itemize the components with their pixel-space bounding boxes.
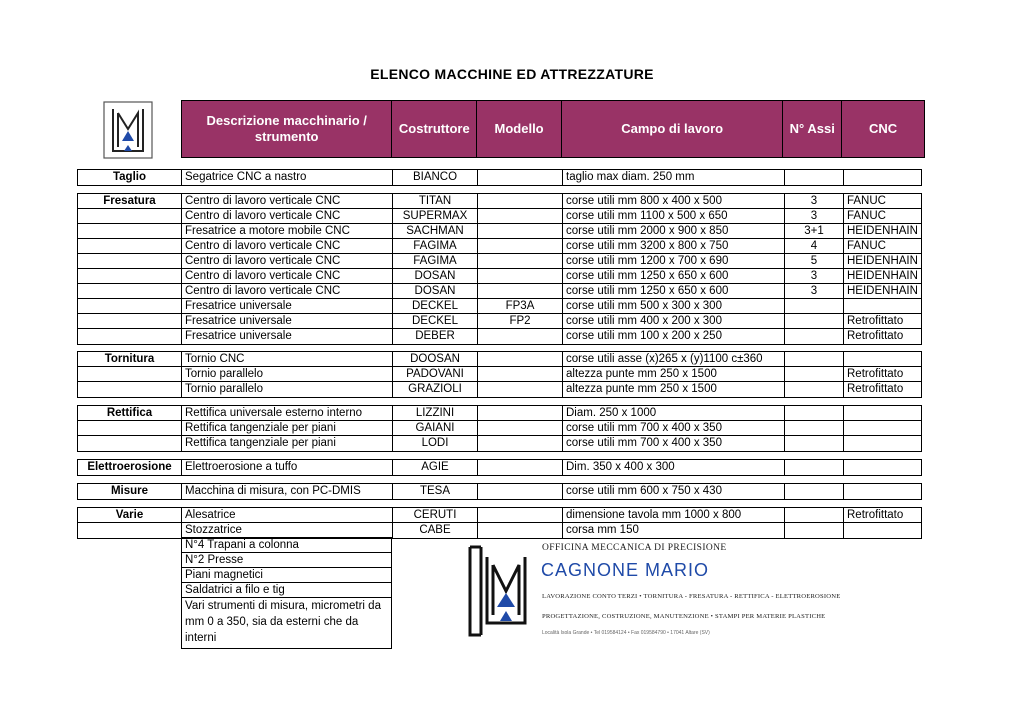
- description-cell: Centro di lavoro verticale CNC: [182, 239, 393, 253]
- model-cell: [478, 367, 563, 381]
- cnc-cell: Retrofittato: [847, 330, 904, 342]
- model-cell: [478, 254, 563, 268]
- description-cell: Tornio CNC: [182, 352, 393, 366]
- axes-cell: 4: [785, 239, 844, 253]
- category-cell: [78, 224, 182, 238]
- header-assi: N° Assi: [783, 101, 842, 157]
- model-cell: [478, 508, 563, 522]
- cnc-cell: HEIDENHAIN: [847, 225, 918, 237]
- header-campo: Campo di lavoro: [562, 101, 783, 157]
- manufacturer-cell: DOOSAN: [393, 352, 478, 366]
- description-cell: Centro di lavoro verticale CNC: [182, 194, 393, 208]
- work-range-cell: corse utili asse (x)265 x (y)1100 c±360: [563, 352, 785, 366]
- section-misure: [77, 483, 922, 500]
- table-row: [78, 436, 921, 451]
- cnc-cell: Retrofittato: [847, 368, 904, 380]
- work-range-cell: corse utili mm 1250 x 650 x 600: [563, 284, 785, 298]
- work-range-cell: corse utili mm 800 x 400 x 500: [563, 194, 785, 208]
- work-range-cell: corse utili mm 1250 x 650 x 600: [563, 269, 785, 283]
- table-row: [78, 224, 921, 239]
- work-range-cell: corse utili mm 700 x 400 x 350: [563, 421, 785, 435]
- list-item: Vari strumenti di misura, micrometri da mm 0 a 350, sia da esterni che da interni: [185, 600, 381, 644]
- axes-cell: [785, 421, 844, 435]
- axes-cell: [785, 484, 844, 499]
- table-row: [78, 352, 921, 367]
- work-range-cell: corse utili mm 2000 x 900 x 850: [563, 224, 785, 238]
- section-fresatura: [77, 193, 922, 345]
- table-row: [78, 170, 921, 185]
- manufacturer-cell: DEBER: [393, 329, 478, 344]
- table-row: [78, 382, 921, 397]
- company-brand: [467, 541, 867, 641]
- work-range-cell: altezza punte mm 250 x 1500: [563, 367, 785, 381]
- header-cnc: CNC: [869, 121, 898, 136]
- axes-cell: 3: [785, 269, 844, 283]
- model-cell: [478, 523, 563, 538]
- model-cell: [478, 269, 563, 283]
- company-services-2: PROGETTAZIONE, COSTRUZIONE, MANUTENZIONE • STAMPI PER MATERIE PLASTICHE: [542, 613, 826, 620]
- table-row: [78, 523, 921, 538]
- model-cell: [478, 170, 563, 185]
- company-logo-small: [103, 101, 153, 159]
- description-cell: Fresatrice universale: [182, 329, 393, 344]
- work-range-cell: corse utili mm 400 x 200 x 300: [563, 314, 785, 328]
- table-row: [78, 460, 921, 475]
- manufacturer-cell: SUPERMAX: [393, 209, 478, 223]
- company-tagline: OFFICINA MECCANICA DI PRECISIONE: [542, 543, 727, 553]
- category-cell: Misure: [78, 484, 182, 499]
- description-cell: Rettifica tangenziale per piani: [182, 436, 393, 451]
- category-cell: Fresatura: [78, 194, 182, 208]
- table-row: [78, 484, 921, 499]
- table-row: [78, 314, 921, 329]
- table-row: [78, 254, 921, 269]
- model-cell: [478, 406, 563, 420]
- section-taglio: [77, 169, 922, 186]
- description-cell: Alesatrice: [182, 508, 393, 522]
- section-varie: [77, 507, 922, 539]
- manufacturer-cell: BIANCO: [393, 170, 478, 185]
- category-cell: Taglio: [78, 170, 182, 185]
- description-cell: Tornio parallelo: [182, 382, 393, 397]
- axes-cell: 3: [785, 284, 844, 298]
- table-row: [78, 284, 921, 299]
- category-cell: Tornitura: [78, 352, 182, 366]
- company-services: LAVORAZIONE CONTO TERZI • TORNITURA - FRESATURA - RETTIFICA - ELETTROEROSIONE: [542, 593, 841, 600]
- table-row: [78, 299, 921, 314]
- manufacturer-cell: GRAZIOLI: [393, 382, 478, 397]
- category-cell: Rettifica: [78, 406, 182, 420]
- description-cell: Rettifica tangenziale per piani: [182, 421, 393, 435]
- model-cell: [478, 484, 563, 499]
- axes-cell: [785, 329, 844, 344]
- category-cell: Varie: [78, 508, 182, 522]
- category-cell: [78, 436, 182, 451]
- description-cell: Tornio parallelo: [182, 367, 393, 381]
- cnc-cell: HEIDENHAIN: [847, 285, 918, 297]
- extra-items-list: [181, 537, 392, 649]
- company-address: Località Isola Grande • Tel 019584124 • Fax 019584790 • 17041 Altare (SV): [542, 630, 710, 636]
- work-range-cell: dimensione tavola mm 1000 x 800: [563, 508, 785, 522]
- axes-cell: 3+1: [785, 224, 844, 238]
- description-cell: Centro di lavoro verticale CNC: [182, 284, 393, 298]
- axes-cell: [785, 382, 844, 397]
- manufacturer-cell: GAIANI: [393, 421, 478, 435]
- table-row: [78, 194, 921, 209]
- description-cell: Stozzatrice: [182, 523, 393, 538]
- model-cell: [478, 194, 563, 208]
- section-tornitura: [77, 351, 922, 398]
- work-range-cell: altezza punte mm 250 x 1500: [563, 382, 785, 397]
- cnc-cell: FANUC: [847, 195, 886, 207]
- category-cell: [78, 284, 182, 298]
- work-range-cell: corse utili mm 3200 x 800 x 750: [563, 239, 785, 253]
- cnc-cell: [844, 523, 921, 538]
- work-range-cell: corse utili mm 1200 x 700 x 690: [563, 254, 785, 268]
- category-cell: [78, 382, 182, 397]
- table-row: [78, 269, 921, 284]
- cnc-cell: [844, 406, 921, 420]
- manufacturer-cell: CABE: [393, 523, 478, 538]
- table-row: [78, 239, 921, 254]
- list-item: Saldatrici a filo e tig: [182, 583, 391, 598]
- description-cell: Segatrice CNC a nastro: [182, 170, 393, 185]
- manufacturer-cell: DOSAN: [393, 269, 478, 283]
- list-item: N°4 Trapani a colonna: [182, 538, 391, 553]
- table-row: [78, 508, 921, 523]
- manufacturer-cell: DOSAN: [393, 284, 478, 298]
- axes-cell: [785, 352, 844, 366]
- manufacturer-cell: SACHMAN: [393, 224, 478, 238]
- description-cell: Fresatrice a motore mobile CNC: [182, 224, 393, 238]
- description-cell: Centro di lavoro verticale CNC: [182, 254, 393, 268]
- category-cell: [78, 421, 182, 435]
- work-range-cell: corse utili mm 1100 x 500 x 650: [563, 209, 785, 223]
- table-row: [78, 406, 921, 421]
- axes-cell: [785, 299, 844, 313]
- manufacturer-cell: LODI: [393, 436, 478, 451]
- list-item: N°2 Presse: [182, 553, 391, 568]
- cnc-cell: [844, 352, 921, 366]
- table-row: [78, 329, 921, 344]
- description-cell: Rettifica universale esterno interno: [182, 406, 393, 420]
- table-row: [78, 209, 921, 224]
- model-cell: [478, 284, 563, 298]
- category-cell: [78, 269, 182, 283]
- section-rettifica: [77, 405, 922, 452]
- axes-cell: [785, 314, 844, 328]
- header-descrizione: Descrizione macchinario / strumento: [182, 101, 392, 157]
- model-cell: [478, 460, 563, 475]
- axes-cell: 3: [785, 194, 844, 208]
- axes-cell: [785, 170, 844, 185]
- company-name: CAGNONE MARIO: [541, 560, 710, 580]
- cnc-cell: Retrofittato: [847, 315, 904, 327]
- cnc-cell: Retrofittato: [847, 383, 904, 395]
- axes-cell: [785, 367, 844, 381]
- description-cell: Centro di lavoro verticale CNC: [182, 269, 393, 283]
- axes-cell: [785, 508, 844, 522]
- manufacturer-cell: FAGIMA: [393, 254, 478, 268]
- cnc-cell: [844, 421, 921, 435]
- cnc-cell: [844, 299, 921, 313]
- axes-cell: 3: [785, 209, 844, 223]
- manufacturer-cell: DECKEL: [393, 299, 478, 313]
- work-range-cell: corse utili mm 700 x 400 x 350: [563, 436, 785, 451]
- manufacturer-cell: TITAN: [393, 194, 478, 208]
- category-cell: Elettroerosione: [78, 460, 182, 475]
- cnc-cell: Retrofittato: [847, 509, 904, 521]
- cnc-cell: [844, 170, 921, 185]
- table-header: [181, 100, 925, 158]
- description-cell: Elettroerosione a tuffo: [182, 460, 393, 475]
- cnc-cell: [844, 460, 921, 475]
- cnc-cell: FANUC: [847, 240, 886, 252]
- category-cell: [78, 523, 182, 538]
- model-cell: FP3A: [478, 299, 563, 313]
- work-range-cell: corse utili mm 100 x 200 x 250: [563, 329, 785, 344]
- table-row: [78, 367, 921, 382]
- header-costruttore: Costruttore: [392, 101, 477, 157]
- model-cell: [478, 224, 563, 238]
- cnc-cell: HEIDENHAIN: [847, 255, 918, 267]
- work-range-cell: taglio max diam. 250 mm: [563, 170, 785, 185]
- axes-cell: 5: [785, 254, 844, 268]
- axes-cell: [785, 436, 844, 451]
- work-range-cell: Dim. 350 x 400 x 300: [563, 460, 785, 475]
- work-range-cell: corse utili mm 500 x 300 x 300: [563, 299, 785, 313]
- manufacturer-cell: LIZZINI: [393, 406, 478, 420]
- model-cell: [478, 239, 563, 253]
- cnc-cell: HEIDENHAIN: [847, 270, 918, 282]
- model-cell: [478, 382, 563, 397]
- category-cell: [78, 209, 182, 223]
- section-elettroerosione: [77, 459, 922, 476]
- table-row: [78, 421, 921, 436]
- work-range-cell: corse utili mm 600 x 750 x 430: [563, 484, 785, 499]
- description-cell: Centro di lavoro verticale CNC: [182, 209, 393, 223]
- manufacturer-cell: AGIE: [393, 460, 478, 475]
- description-cell: Macchina di misura, con PC-DMIS: [182, 484, 393, 499]
- category-cell: [78, 254, 182, 268]
- work-range-cell: corsa mm 150: [563, 523, 785, 538]
- axes-cell: [785, 406, 844, 420]
- axes-cell: [785, 523, 844, 538]
- model-cell: [478, 421, 563, 435]
- category-cell: [78, 299, 182, 313]
- manufacturer-cell: FAGIMA: [393, 239, 478, 253]
- category-cell: [78, 329, 182, 344]
- model-cell: [478, 329, 563, 344]
- model-cell: [478, 209, 563, 223]
- header-modello: Modello: [477, 101, 562, 157]
- category-cell: [78, 314, 182, 328]
- category-cell: [78, 367, 182, 381]
- manufacturer-cell: DECKEL: [393, 314, 478, 328]
- work-range-cell: Diam. 250 x 1000: [563, 406, 785, 420]
- manufacturer-cell: PADOVANI: [393, 367, 478, 381]
- cnc-cell: FANUC: [847, 210, 886, 222]
- model-cell: FP2: [478, 314, 563, 328]
- category-cell: [78, 239, 182, 253]
- cnc-cell: [844, 484, 921, 499]
- description-cell: Fresatrice universale: [182, 314, 393, 328]
- axes-cell: [785, 460, 844, 475]
- model-cell: [478, 352, 563, 366]
- cnc-cell: [844, 436, 921, 451]
- manufacturer-cell: TESA: [393, 484, 478, 499]
- description-cell: Fresatrice universale: [182, 299, 393, 313]
- list-item: Piani magnetici: [182, 568, 391, 583]
- company-logo-large: [467, 543, 531, 639]
- manufacturer-cell: CERUTI: [393, 508, 478, 522]
- page-title: ELENCO MACCHINE ED ATTREZZATURE: [370, 66, 654, 82]
- model-cell: [478, 436, 563, 451]
